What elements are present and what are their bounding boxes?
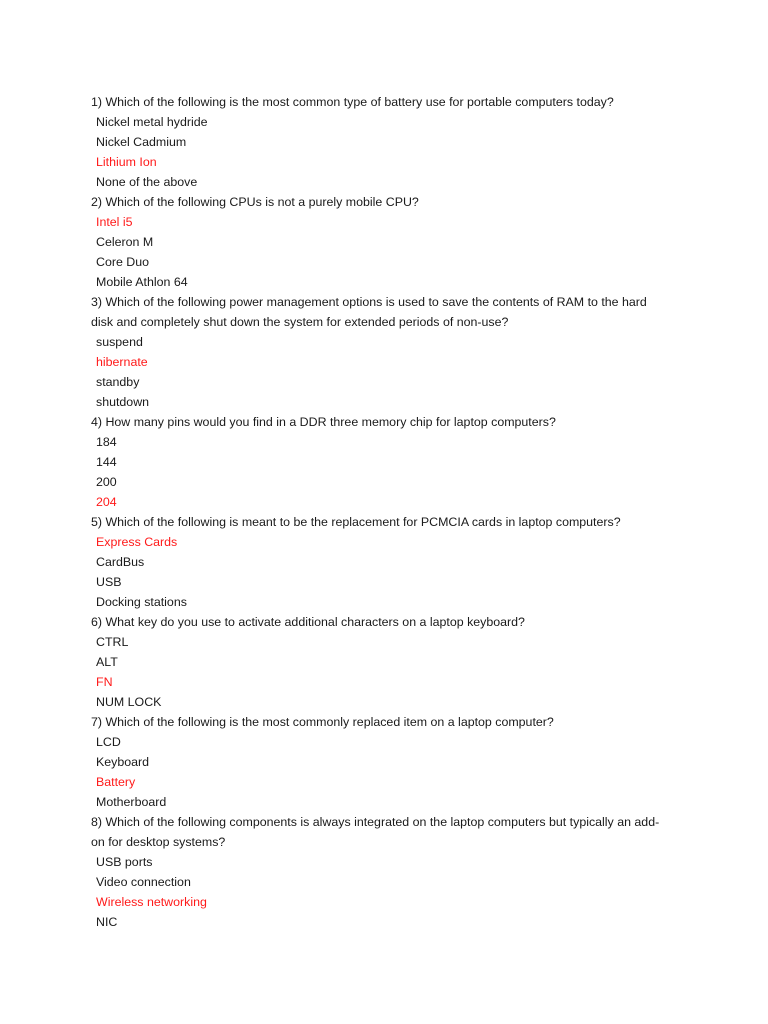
correct-answer-option: 204 [96,495,117,509]
correct-answer-option: Lithium Ion [96,155,157,169]
answer-option: Core Duo [96,255,150,269]
question-text [91,812,691,852]
question-text [91,512,691,532]
question-line: 6) What key do you use to activate additional characters on a laptop keyboard? [91,615,525,629]
answer-option: Video connection [96,875,191,889]
question-line: 4) How many pins would you find in a DDR three memory chip for laptop computers? [91,415,556,429]
answer-option: CardBus [96,555,145,569]
answer-option: Motherboard [96,795,167,809]
answer-option: NIC [96,915,118,929]
answer-option: Mobile Athlon 64 [96,275,188,289]
question-text [91,612,691,632]
question-text [91,92,691,112]
question-block-8 [91,812,691,932]
correct-answer-option: Intel i5 [96,215,133,229]
answer-option: Docking stations [96,595,187,609]
question-text [91,292,691,332]
question-line: 7) Which of the following is the most commonly replaced item on a laptop computer? [91,715,554,729]
answer-option: USB [96,575,122,589]
question-block-1 [91,92,691,192]
question-text [91,192,691,212]
answer-option: None of the above [96,175,198,189]
answer-options [91,112,691,192]
question-block-7 [91,712,691,812]
question-block-3 [91,292,691,412]
quiz-document [91,92,691,932]
answer-options [91,852,691,932]
question-line: 1) Which of the following is the most common type of battery use for portable computers today? [91,95,614,109]
answer-option: CTRL [96,635,129,649]
answer-option: 144 [96,455,117,469]
correct-answer-option: Wireless networking [96,895,207,909]
question-line: 8) Which of the following components is always integrated on the laptop computers but typically an add- [91,815,660,829]
correct-answer-option: hibernate [96,355,148,369]
question-line: disk and completely shut down the system for extended periods of non-use? [91,315,509,329]
answer-option: suspend [96,335,143,349]
answer-option: Nickel metal hydride [96,115,208,129]
answer-options [91,432,691,512]
question-block-5 [91,512,691,612]
answer-option: LCD [96,735,121,749]
question-block-6 [91,612,691,712]
question-text [91,712,691,732]
answer-option: NUM LOCK [96,695,162,709]
question-block-2 [91,192,691,292]
answer-options [91,332,691,412]
answer-option: shutdown [96,395,150,409]
question-block-4 [91,412,691,512]
answer-option: 200 [96,475,117,489]
question-line: 3) Which of the following power management options is used to save the contents of RAM to the hard [91,295,647,309]
answer-option: Keyboard [96,755,150,769]
question-line: on for desktop systems? [91,835,226,849]
answer-option: 184 [96,435,117,449]
answer-options [91,532,691,612]
answer-option: Nickel Cadmium [96,135,187,149]
answer-option: standby [96,375,140,389]
answer-options [91,732,691,812]
question-line: 5) Which of the following is meant to be the replacement for PCMCIA cards in laptop computers? [91,515,621,529]
answer-option: USB ports [96,855,153,869]
question-line: 2) Which of the following CPUs is not a purely mobile CPU? [91,195,419,209]
correct-answer-option: Express Cards [96,535,178,549]
correct-answer-option: Battery [96,775,136,789]
correct-answer-option: FN [96,675,113,689]
question-text [91,412,691,432]
answer-option: ALT [96,655,118,669]
answer-options [91,212,691,292]
answer-options [91,632,691,712]
answer-option: Celeron M [96,235,154,249]
